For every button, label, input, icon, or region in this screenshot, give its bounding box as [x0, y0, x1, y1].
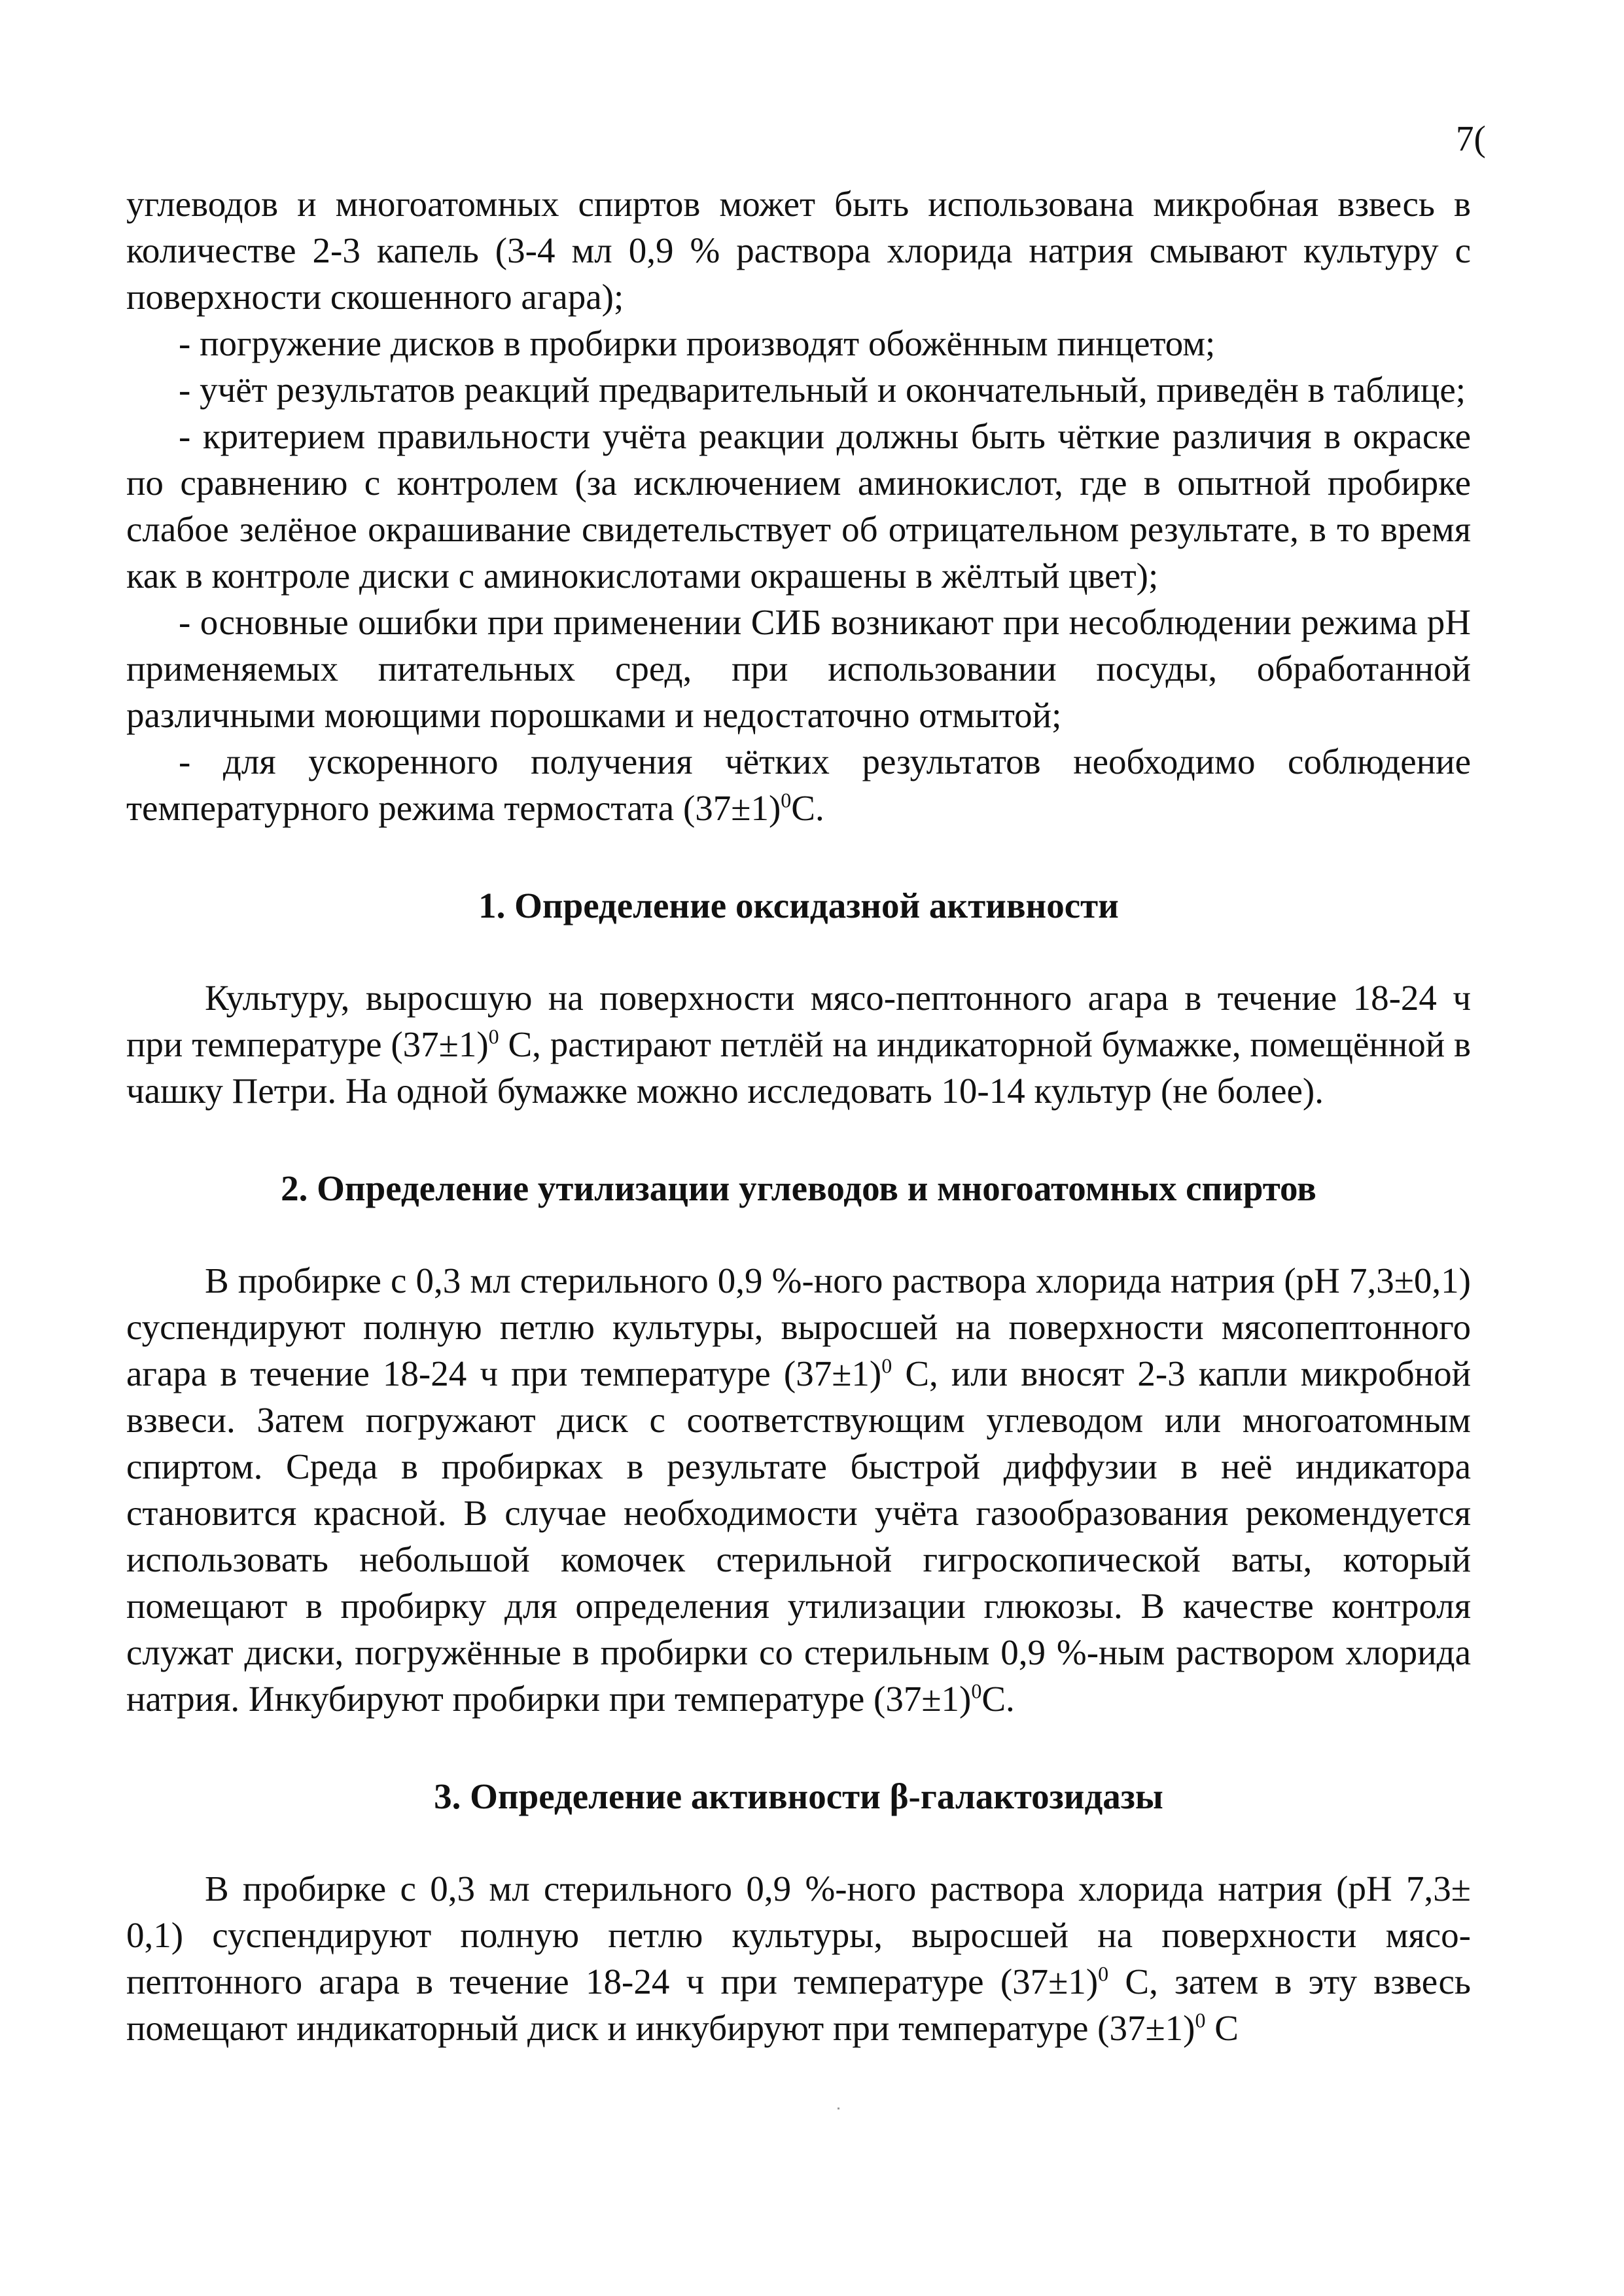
text-run: В пробирке с 0,3 мл стерильного 0,9 %-ного раствора хлорида натрия (pH 7,3± 0,1) суспендируют полную петлю культуры, выросшей на поверхности мясо-пептонного агара в течение 18-24 ч при температуре (37±1): [126, 1869, 1471, 2001]
list-item-text: - для ускоренного получения чётких результатов необходимо соблюдение температурного режима термостата (37±1): [126, 742, 1471, 828]
intro-continuation: углеводов и многоатомных спиртов может быть использована микробная взвесь в количестве 2-3 капель (3-4 мл 0,9 % раствора хлорида натрия смывают культуру с поверхности скошенного агара);: [126, 184, 1471, 317]
section-3-paragraph: [126, 1865, 1471, 2051]
list-item: - учёт результатов реакций предварительный и окончательный, приведён в таблице;: [179, 370, 1466, 410]
text-run: С.: [981, 1679, 1015, 1719]
page-number: 7(: [1456, 118, 1486, 158]
section-3-heading: 3. Определение активности β-галактозидазы: [434, 1776, 1163, 1816]
section-2-heading: 2. Определение утилизации углеводов и многоатомных спиртов: [281, 1168, 1316, 1208]
degree-sup: 0: [1098, 1962, 1109, 1986]
list-item: [126, 738, 1471, 831]
section-1-paragraph: [126, 975, 1471, 1114]
degree-sup: 0: [781, 788, 792, 812]
degree-sup: 0: [971, 1679, 982, 1703]
section-2-paragraph: [126, 1257, 1471, 1722]
text-run: В пробирке с 0,3 мл стерильного 0,9 %-ного раствора хлорида натрия (pH 7,3±0,1) суспендируют полную петлю культуры, выросшей на поверхности мясопептонного агара в течение 18-24 ч при температуре (37±1): [126, 1261, 1471, 1393]
text-run: Культуру, выросшую на поверхности мясо-пептонного агара в течение 18-24 ч при температуре (37±1): [126, 978, 1471, 1064]
list-item: - основные ошибки при применении СИБ возникают при несоблюдении режима pH применяемых питательных сред, при использовании посуды, обработанной различными моющими порошками и недостаточно отмытой;: [126, 602, 1471, 735]
section-1-heading: 1. Определение оксидазной активности: [478, 886, 1119, 925]
text-run: С, затем в эту взвесь помещают индикаторный диск и инкубируют при температуре (37±1): [126, 1962, 1471, 2048]
degree-sup: 0: [1195, 2008, 1206, 2032]
list-item-end: С.: [791, 788, 824, 828]
document-body: [126, 181, 1471, 2051]
text-run: С: [1205, 2008, 1239, 2048]
text-run: С, или вносят 2-3 капли микробной взвеси. Затем погружают диск с соответствующим углеводом или многоатомным спиртом. Среда в пробирках в результате быстрой диффузии в неё индикатора становится красной. В случае необходимости учёта газообразования рекомендуется использовать небольшой комочек стерильной гигроскопической ваты, который помещают в пробирку для определения утилизации глюкозы. В качестве контроля служат диски, погружённые в пробирки со стерильным 0,9 %-ным раствором хлорида натрия. Инкубируют пробирки при температуре (37±1): [126, 1354, 1471, 1719]
text-run: С, растирают петлёй на индикаторной бумажке, помещённой в чашку Петри. На одной бумажке можно исследовать 10-14 культур (не более).: [126, 1024, 1471, 1111]
list-item: - критерием правильности учёта реакции должны быть чёткие различия в окраске по сравнению с контролем (за исключением аминокислот, где в опытной пробирке слабое зелёное окрашивание свидетельствует об отрицательном результате, в то время как в контроле диски с аминокислотами окрашены в жёлтый цвет);: [126, 416, 1471, 596]
degree-sup: 0: [488, 1024, 499, 1049]
list-item: - погружение дисков в пробирки производят обожённым пинцетом;: [179, 323, 1216, 363]
scan-speck: [838, 2108, 839, 2109]
degree-sup: 0: [881, 1354, 892, 1378]
